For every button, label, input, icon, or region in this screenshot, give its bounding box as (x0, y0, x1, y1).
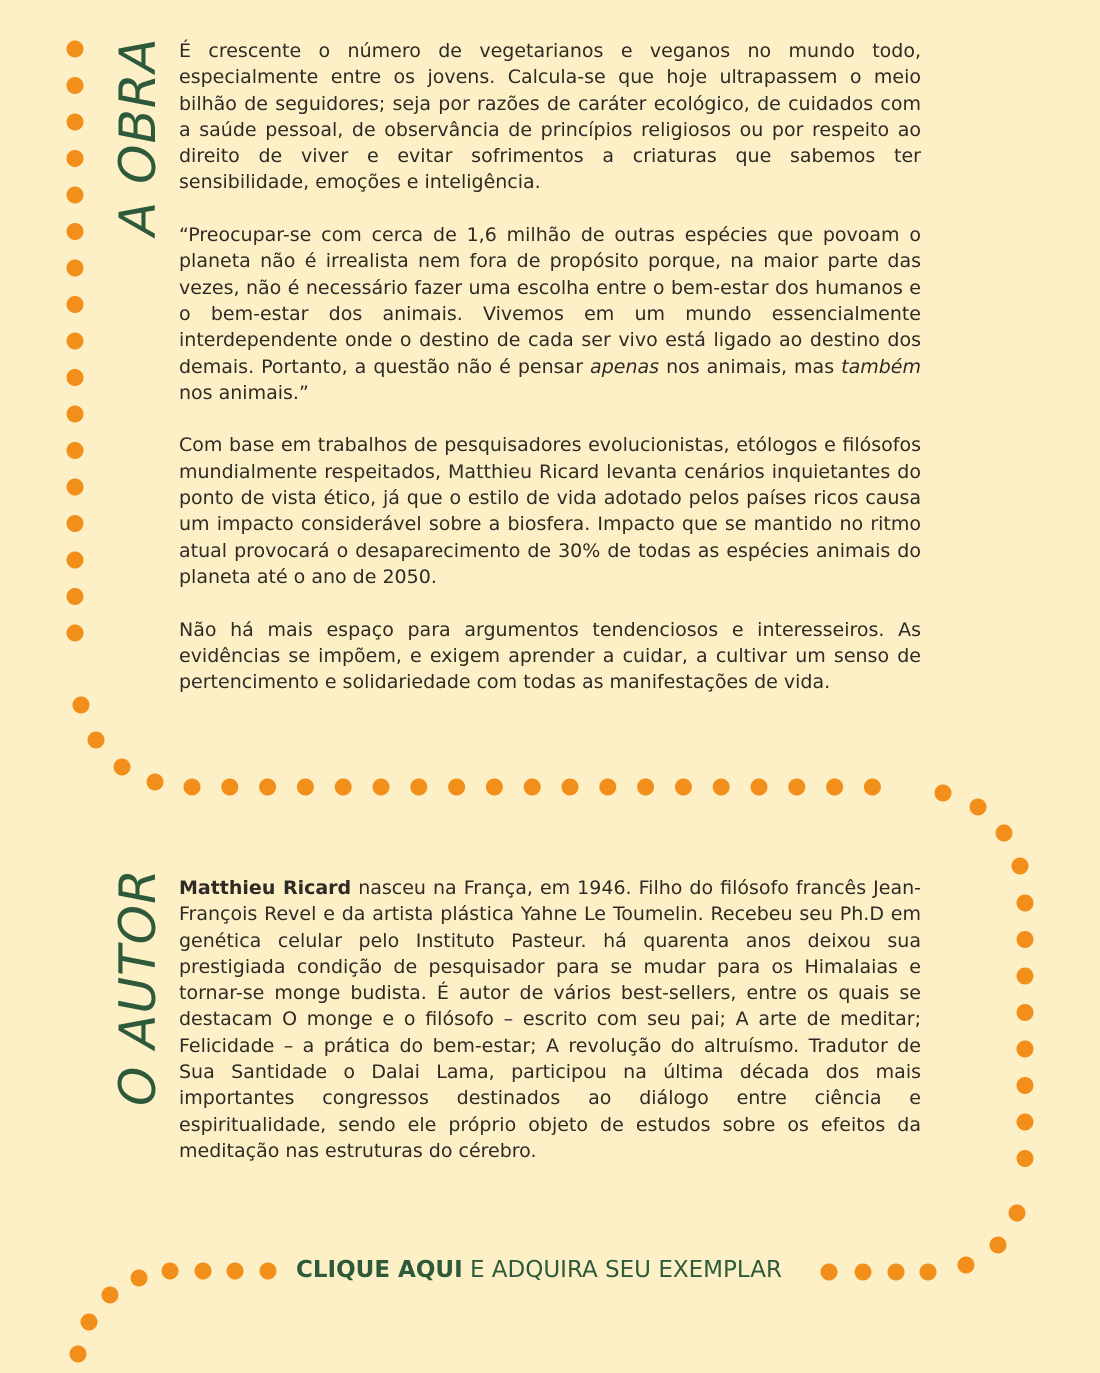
decorative-dot (67, 588, 84, 605)
decorative-dot (227, 1263, 244, 1280)
decorative-dot (67, 369, 84, 386)
decorative-dot (990, 1237, 1007, 1254)
decorative-dot (996, 825, 1013, 842)
decorative-dot (637, 779, 654, 796)
decorative-dot (67, 114, 84, 131)
decorative-dot (221, 779, 238, 796)
decorative-dot (1017, 931, 1034, 948)
decorative-dot (1017, 895, 1034, 912)
decorative-dot (195, 1263, 212, 1280)
decorative-dot (67, 150, 84, 167)
decorative-dot (821, 1264, 838, 1281)
decorative-dot (147, 774, 164, 791)
decorative-dot (562, 779, 579, 796)
buy-link[interactable] (296, 1256, 806, 1284)
decorative-dot (259, 779, 276, 796)
decorative-dot (260, 1263, 277, 1280)
obra-paragraph-1: É crescente o número de vegetarianos e veganos no mundo todo, especialmente entre os jovens. Calcula-se que hoje ultrapassem o meio bilhão de seguidores; seja por razões de caráter ecológico, de cuidados com a saúde pessoal, de observância de princípios religiosos ou por respeito ao direito de viver e evitar sofrimentos a criaturas que sabemos ter sensibilidade, emoções e inteligência. (179, 40, 921, 194)
decorative-dot (935, 785, 952, 802)
decorative-dot (67, 187, 84, 204)
decorative-dot (297, 779, 314, 796)
decorative-dot (67, 515, 84, 532)
section-title-autor: O AUTOR (109, 868, 167, 1106)
buy-link-text: E ADQUIRA SEU EXEMPLAR (462, 1257, 782, 1283)
autor-paragraph (179, 875, 921, 1164)
decorative-dot (184, 779, 201, 796)
obra-quote-emphasis: também (841, 355, 921, 378)
decorative-dot (524, 779, 541, 796)
decorative-dot (970, 799, 987, 816)
obra-quote-part: nos animais, mas (659, 355, 842, 378)
decorative-dot (599, 779, 616, 796)
obra-paragraph-3: Com base em trabalhos de pesquisadores evolucionistas, etólogos e filósofos mundialmente respeitados, Matthieu Ricard levanta cenários inquietantes do ponto de vista ético, já que o estilo de vida adotado pelos países ricos causa um impacto considerável sobre a biosfera. Impacto que se mantido no ritmo atual provocará o desaparecimento de 30% de todas as espécies animais do planeta até o ano de 2050. (179, 434, 921, 588)
obra-text (179, 38, 921, 695)
decorative-dot (1017, 1114, 1034, 1131)
decorative-dot (81, 1314, 98, 1331)
decorative-dot (67, 479, 84, 496)
decorative-dot (67, 406, 84, 423)
decorative-dot (335, 779, 352, 796)
decorative-dot (67, 552, 84, 569)
section-title-obra: A OBRA (109, 37, 167, 236)
decorative-dot (1012, 858, 1029, 875)
decorative-dot (102, 1287, 119, 1304)
decorative-dot (1017, 968, 1034, 985)
decorative-dot (131, 1270, 148, 1287)
decorative-dot (67, 223, 84, 240)
decorative-dot (1017, 1004, 1034, 1021)
decorative-dot (486, 779, 503, 796)
decorative-dot (751, 779, 768, 796)
decorative-dot (73, 697, 90, 714)
obra-quote-part: “Preocupar-se com cerca de 1,6 milhão de outras espécies que povoam o planeta não é irrealista nem fora de propósito porque, na maior parte das vezes, não é necessário fazer uma escolha entre o bem-estar dos humanos e o bem-estar dos animais. Vivemos em um mundo essencialmente interdependente onde o destino de cada ser vivo está ligado ao destino dos demais. Portanto, a questão não é pensar (179, 224, 921, 378)
obra-paragraph-2 (179, 222, 921, 406)
decorative-dot (864, 779, 881, 796)
obra-paragraph-4: Não há mais espaço para argumentos tendenciosos e interesseiros. As evidências se impõem, e exigem aprender a cuidar, a cultivar um senso de pertencimento e solidariedade com todas as manifestações de vida. (179, 618, 921, 694)
autor-text (179, 875, 921, 1164)
decorative-dot (67, 296, 84, 313)
decorative-dot (114, 759, 131, 776)
decorative-dot (826, 779, 843, 796)
decorative-dot (88, 732, 105, 749)
decorative-dot (1009, 1205, 1026, 1222)
decorative-dot (958, 1257, 975, 1274)
decorative-dot (67, 333, 84, 350)
decorative-dot (67, 625, 84, 642)
decorative-dot (1017, 1150, 1034, 1167)
author-bio: nasceu na França, em 1946. Filho do filósofo francês Jean-François Revel e da artista plástica Yahne Le Toumelin. Recebeu seu Ph.D em genética celular pelo Instituto Pasteur. há quarenta anos deixou sua prestigiada condição de pesquisador para se mudar para os Himalaias e tornar-se monge budista. É autor de vários best-sellers, entre os quais se destacam O monge e o filósofo – escrito com seu pai; A arte de meditar; Felicidade – a prática do bem-estar; A revolução do altruísmo. Tradutor de Sua Santidade o Dalai Lama, participou na última década dos mais importantes congressos destinados ao diálogo entre ciência e espiritualidade, sendo ele próprio objeto de estudos sobre os efeitos da meditação nas estruturas do cérebro. (179, 877, 921, 1162)
decorative-dot (67, 77, 84, 94)
decorative-dot (788, 779, 805, 796)
decorative-dot (1017, 1077, 1034, 1094)
decorative-dot (888, 1264, 905, 1281)
buy-link-bold: CLIQUE AQUI (296, 1257, 463, 1283)
obra-quote-part: nos animais.” (179, 381, 309, 404)
decorative-dot (1017, 1041, 1034, 1058)
decorative-dot (448, 779, 465, 796)
decorative-dot (67, 41, 84, 58)
decorative-dot (855, 1264, 872, 1281)
decorative-dot (67, 260, 84, 277)
author-name: Matthieu Ricard (179, 877, 352, 899)
decorative-dot (675, 779, 692, 796)
decorative-dot (410, 779, 427, 796)
decorative-dot (70, 1346, 87, 1363)
decorative-dot (373, 779, 390, 796)
decorative-dot (67, 442, 84, 459)
decorative-dot (162, 1263, 179, 1280)
decorative-dot (713, 779, 730, 796)
obra-quote-emphasis: apenas (590, 355, 660, 378)
decorative-dot (920, 1264, 937, 1281)
